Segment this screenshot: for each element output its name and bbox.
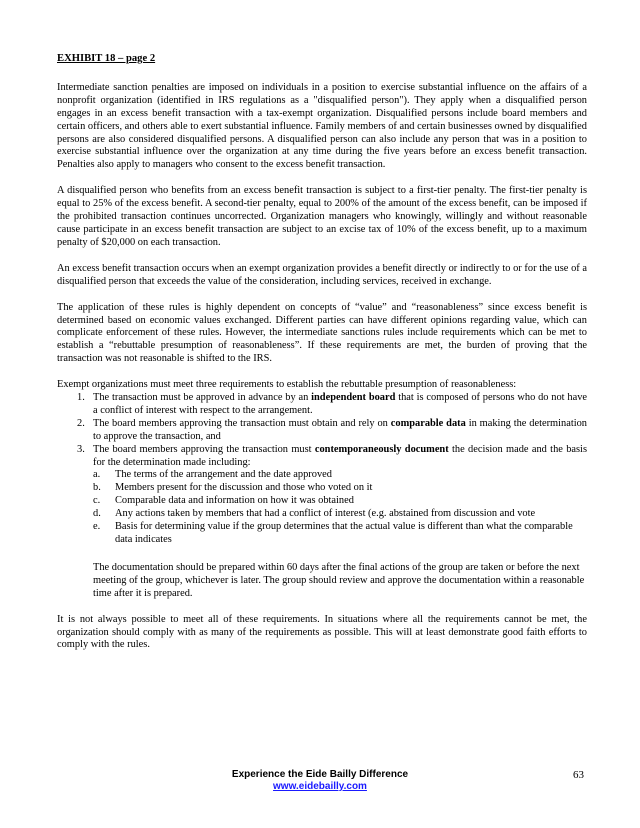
sublist-text: Any actions taken by members that had a conflict of interest (e.g. abstained from discussion and vote — [115, 508, 536, 520]
page-number: 63 — [573, 769, 584, 781]
paragraph-value-reasonableness: The application of these rules is highly dependent on concepts of “value” and “reasonableness” since excess benefit is determined based on economic values exchanged. Different parties can have different opinions regarding value, which can complicate enforcement of these rules. However, the intermediate sanctions rules include requirements which can be met to establish a “rebuttable presumption of reasonableness”. If these requirements are met, the burden of proving that the transaction was not reasonable is shifted to the IRS. — [57, 301, 587, 365]
documentation-note: The documentation should be prepared within 60 days after the final actions of the group are taken or before the next meeting of the group, whichever is later. The group should review and approve the documentation within a reasonable time after it is prepared. — [93, 561, 585, 599]
requirement-text: The board members approving the transaction must obtain and rely on — [93, 417, 391, 429]
sublist-letter: e. — [93, 521, 101, 533]
requirement-number: 3. — [77, 443, 85, 455]
sublist-text: Comparable data and information on how it was obtained — [115, 495, 354, 507]
requirement-emphasis: independent board — [311, 392, 396, 404]
requirement-number: 1. — [77, 392, 85, 404]
requirement-item — [57, 444, 587, 547]
requirement-item — [57, 392, 587, 418]
sublist-text: The terms of the arrangement and the date approved — [115, 469, 332, 481]
sublist-text: Basis for determining value if the group determines that the actual value is different than what the comparable data indicates — [115, 521, 573, 545]
paragraph-intermediate-sanctions: Intermediate sanction penalties are imposed on individuals in a position to exercise substantial influence on the affairs of a nonprofit organization (identified in IRS regulations as a "disqualified person"). They apply when a disqualified person engages in an excess benefit transaction with a tax-exempt organization. Disqualified persons include board members and certain officers, and others able to exert substantial influence. Family members of and certain businesses owned by disqualified persons are also considered disqualified persons. A disqualified person can also include any person that was in a position to exercise substantial influence over the organization at any time during the five years before an excess benefit transaction. Penalties also apply to managers who consent to the excess benefit transaction. — [57, 81, 587, 171]
paragraph-penalties: A disqualified person who benefits from an excess benefit transaction is subject to a first-tier penalty. The first-tier penalty is equal to 25% of the excess benefit. A second-tier penalty, equal to 200% of the amount of the excess benefit, can be imposed if the prohibited transaction continues uncorrected. Organization managers who knowingly, willingly and without reasonable cause participate in an excess benefit transaction are subject to an excise tax of 10% of the excess benefit, up to a maximum penalty of $20,000 on each transaction. — [57, 185, 587, 248]
page-content — [57, 53, 587, 665]
requirement-text-end: that is composed of persons who do not have a conflict of interest with respect to the arrangement. — [93, 392, 588, 416]
requirement-text: The transaction must be approved in advance by an — [93, 392, 312, 404]
sublist-text: Members present for the discussion and those who voted on it — [115, 482, 373, 494]
documentation-sublist — [93, 469, 587, 546]
sublist-item — [93, 521, 587, 547]
footer-tagline: Experience the Eide Bailly Difference — [231, 769, 409, 780]
requirement-text-end: the decision made and the basis for the determination made including: — [93, 443, 587, 468]
requirement-text: The board members approving the transaction must — [93, 443, 315, 455]
requirement-emphasis: comparable data — [390, 417, 466, 429]
sublist-item — [93, 482, 587, 495]
sublist-item — [93, 495, 587, 508]
paragraph-excess-benefit-definition: An excess benefit transaction occurs when an exempt organization provides a benefit directly or indirectly to or for the use of a disqualified person that exceeds the value of the consideration, including services, received in exchange. — [57, 262, 587, 287]
sublist-letter: a. — [93, 469, 101, 481]
requirements-list — [57, 392, 587, 547]
requirement-item — [57, 418, 587, 444]
sublist-letter: b. — [93, 482, 101, 494]
requirements-intro: Exempt organizations must meet three requirements to establish the rebuttable presumption of reasonableness: — [57, 379, 517, 391]
requirement-number: 2. — [77, 417, 85, 429]
paragraph-closing: It is not always possible to meet all of these requirements. In situations where all the requirements cannot be met, the organization should comply with as many of the requirements as possible. This will at least demonstrate good faith efforts to comply with the rules. — [57, 613, 587, 651]
sublist-item — [93, 508, 587, 521]
requirement-emphasis: contemporaneously document — [314, 443, 449, 455]
requirement-text-end: in making the determination to approve the transaction, and — [93, 417, 587, 442]
sublist-item — [93, 469, 587, 482]
footer-website-link[interactable]: www.eidebailly.com — [273, 781, 367, 792]
sublist-letter: c. — [93, 495, 101, 507]
sublist-letter: d. — [93, 508, 101, 520]
exhibit-title: EXHIBIT 18 – page 2 — [57, 53, 156, 64]
